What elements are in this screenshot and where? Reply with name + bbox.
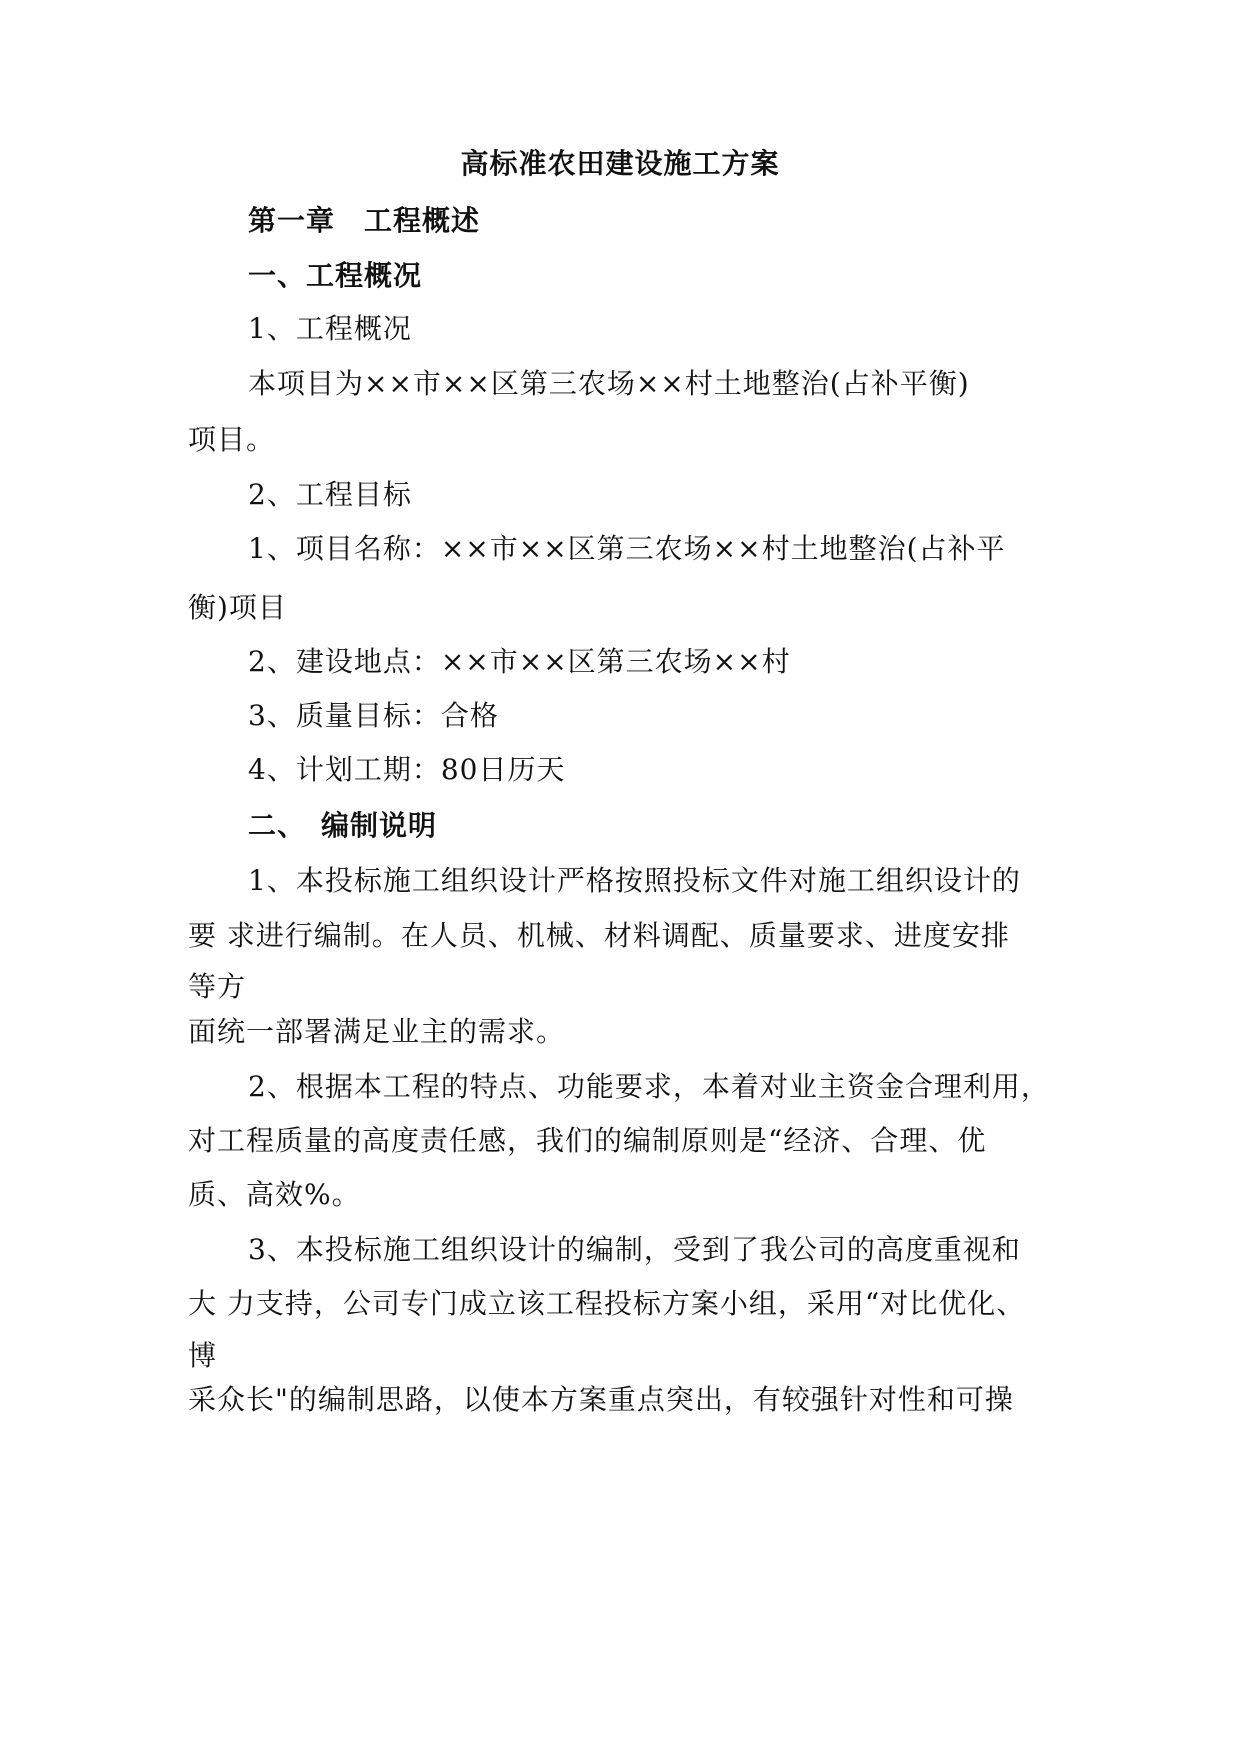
document-title: 高标准农田建设施工方案 bbox=[460, 147, 780, 180]
paragraph-line: 3、本投标施工组织设计的编制，受到了我公司的高度重视和 bbox=[248, 1233, 1021, 1266]
paragraph-line: 等方 bbox=[188, 970, 247, 1003]
subsection-heading-overview: 1、工程概况 bbox=[248, 312, 412, 345]
chapter-heading: 第一章 工程概述 bbox=[248, 204, 481, 237]
goal-item-project-name: 1、项目名称：××市××区第三农场××村土地整治(占补平 bbox=[248, 532, 1006, 565]
goal-item-location: 2、建设地点：××市××区第三农场××村 bbox=[248, 645, 791, 678]
section-heading-notes: 二、 编制说明 bbox=[248, 809, 438, 842]
goal-item-project-name-cont: 衡)项目 bbox=[188, 591, 287, 624]
paragraph-line: 要 求进行编制。在人员、机械、材料调配、质量要求、进度安排 bbox=[188, 919, 1010, 952]
paragraph-line: 1、本投标施工组织设计严格按照投标文件对施工组织设计的 bbox=[248, 864, 1021, 897]
section-heading-overview: 一、工程概况 bbox=[248, 259, 423, 292]
goal-item-quality: 3、质量目标：合格 bbox=[248, 699, 499, 732]
paragraph-line: 质、高效%。 bbox=[188, 1178, 361, 1211]
paragraph-line: 本项目为××市××区第三农场××村土地整治(占补平衡) bbox=[248, 367, 970, 400]
paragraph-line: 对工程质量的高度责任感，我们的编制原则是“经济、合理、优 bbox=[188, 1124, 987, 1157]
paragraph-line: 2、根据本工程的特点、功能要求，本着对业主资金合理利用， bbox=[248, 1070, 1050, 1103]
paragraph-line: 面统一部署满足业主的需求。 bbox=[188, 1015, 566, 1048]
paragraph-line: 大 力支持，公司专门成立该工程投标方案小组，采用“对比优化、 bbox=[188, 1287, 1026, 1320]
paragraph-line: 博 bbox=[188, 1339, 218, 1372]
paragraph-line: 项目。 bbox=[188, 423, 276, 456]
paragraph-line: 采众长"的编制思路，以使本方案重点突出，有较强针对性和可操 bbox=[188, 1383, 1014, 1416]
goal-item-schedule: 4、计划工期：80日历天 bbox=[248, 753, 566, 786]
subsection-heading-goals: 2、工程目标 bbox=[248, 478, 412, 511]
